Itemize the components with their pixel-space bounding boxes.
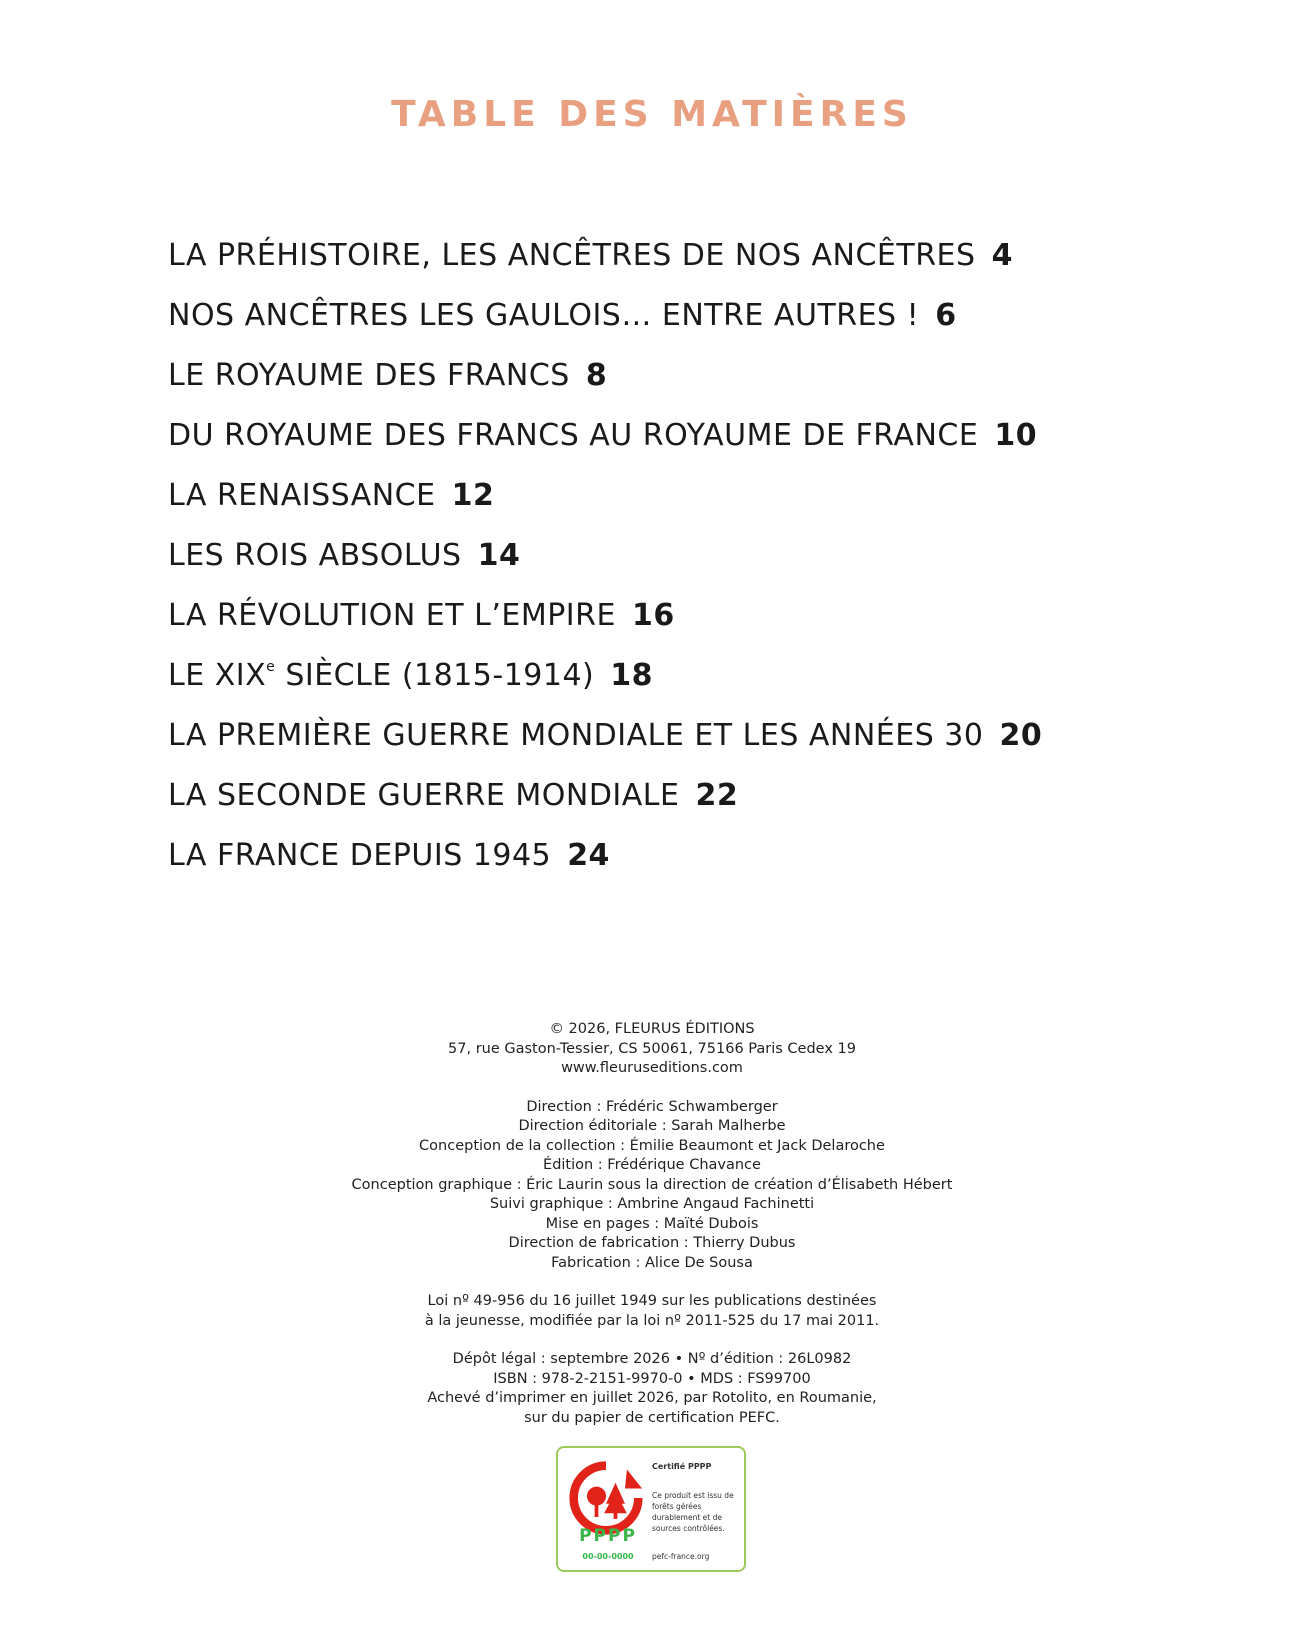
toc-entry-page: 18 bbox=[610, 658, 654, 693]
credits-block bbox=[0, 1098, 1304, 1274]
toc-entry-page: 14 bbox=[477, 538, 521, 573]
pefc-website: pefc-france.org bbox=[652, 1552, 710, 1561]
toc-entry-page: 16 bbox=[632, 598, 675, 633]
toc-entry-label bbox=[168, 658, 594, 693]
credit-line: Suivi graphique : Ambrine Angaud Fachinetti bbox=[489, 1196, 815, 1212]
toc-entry-page: 6 bbox=[935, 298, 957, 333]
toc-entry-label: LES ROIS ABSOLUS bbox=[168, 538, 462, 573]
table-of-contents bbox=[168, 226, 1168, 886]
toc-entry-label: LA RÉVOLUTION ET L’EMPIRE bbox=[168, 598, 616, 633]
credit-line: Conception de la collection : Émilie Beaumont et Jack Delaroche bbox=[419, 1137, 885, 1154]
toc-entry[interactable] bbox=[168, 286, 1168, 346]
legal-line: Dépôt légal : septembre 2026 • Nº d’édition : 26L0982 bbox=[452, 1351, 852, 1367]
credit-line: Mise en pages : Maïté Dubois bbox=[545, 1215, 759, 1232]
toc-entry-label: DU ROYAUME DES FRANCS AU ROYAUME DE FRANCE bbox=[168, 418, 979, 453]
credit-line: Conception graphique : Éric Laurin sous la direction de création d’Élisabeth Hébert bbox=[351, 1176, 953, 1193]
toc-entry[interactable] bbox=[168, 646, 1168, 706]
pefc-license-code: 00-00-0000 bbox=[582, 1552, 634, 1561]
legal-line: ISBN : 978-2-2151-9970-0 • MDS : FS99700 bbox=[493, 1370, 811, 1387]
toc-entry-label: LA SECONDE GUERRE MONDIALE bbox=[168, 778, 680, 813]
law-block bbox=[0, 1292, 1304, 1331]
credit-line: Fabrication : Alice De Sousa bbox=[551, 1254, 753, 1271]
credit-line: Direction : Frédéric Schwamberger bbox=[526, 1098, 778, 1115]
toc-entry[interactable] bbox=[168, 526, 1168, 586]
toc-entry-page: 12 bbox=[451, 478, 495, 513]
website-link[interactable]: www.fleuruseditions.com bbox=[561, 1060, 743, 1076]
legal-line: Achevé d’imprimer en juillet 2026, par Rotolito, en Roumanie, bbox=[427, 1390, 877, 1406]
toc-entry-page: 10 bbox=[994, 418, 1038, 453]
toc-entry[interactable] bbox=[168, 766, 1168, 826]
toc-entry-label-superscript: e bbox=[266, 659, 276, 675]
toc-entry-label: NOS ANCÊTRES LES GAULOIS… ENTRE AUTRES ! bbox=[168, 298, 920, 333]
toc-entry-page: 22 bbox=[695, 778, 739, 813]
address-line: 57, rue Gaston-Tessier, CS 50061, 75166 Paris Cedex 19 bbox=[448, 1040, 856, 1057]
toc-entry-page: 4 bbox=[991, 238, 1013, 273]
credit-line: Direction éditoriale : Sarah Malherbe bbox=[518, 1118, 786, 1134]
pefc-logo-icon bbox=[568, 1460, 644, 1536]
toc-entry-label-main: LE XIX bbox=[168, 658, 267, 693]
toc-entry[interactable] bbox=[168, 466, 1168, 526]
toc-entry[interactable] bbox=[168, 406, 1168, 466]
toc-entry-page: 8 bbox=[585, 358, 608, 393]
toc-entry[interactable] bbox=[168, 346, 1168, 406]
pefc-certification-badge bbox=[556, 1446, 746, 1572]
toc-entry[interactable] bbox=[168, 586, 1168, 646]
page-title: TABLE DES MATIÈRES bbox=[391, 94, 913, 135]
legal-block bbox=[0, 1350, 1304, 1428]
toc-entry-label-rest: SIÈCLE (1815-1914) bbox=[275, 658, 595, 693]
pefc-certified-label: Certifié PPPP bbox=[652, 1462, 712, 1471]
copyright-line: © 2026, FLEURUS ÉDITIONS bbox=[549, 1021, 755, 1037]
colophon bbox=[0, 1020, 1304, 1447]
toc-entry-label: LA FRANCE DEPUIS 1945 bbox=[168, 838, 552, 873]
credit-line: Édition : Frédérique Chavance bbox=[543, 1157, 761, 1173]
law-line: à la jeunesse, modifiée par la loi nº 2011-525 du 17 mai 2011. bbox=[424, 1312, 880, 1329]
pefc-description: Ce produit est issu de forêts gérées durablement et de sources contrôlées. bbox=[652, 1491, 734, 1533]
toc-entry-page: 20 bbox=[999, 718, 1043, 753]
law-line: Loi nº 49-956 du 16 juillet 1949 sur les publications destinées bbox=[427, 1293, 877, 1309]
toc-entry-label: LE ROYAUME DES FRANCS bbox=[168, 358, 570, 393]
pefc-letters: PPPP bbox=[579, 1526, 637, 1546]
toc-entry[interactable] bbox=[168, 706, 1168, 766]
toc-entry[interactable] bbox=[168, 226, 1168, 286]
credit-line: Direction de fabrication : Thierry Dubus bbox=[508, 1235, 796, 1251]
toc-entry-label: LA PRÉHISTOIRE, LES ANCÊTRES DE NOS ANCÊTRES bbox=[168, 238, 976, 273]
toc-entry-page: 24 bbox=[567, 838, 610, 873]
legal-line: sur du papier de certification PEFC. bbox=[524, 1409, 780, 1426]
publisher-block bbox=[0, 1020, 1304, 1079]
toc-entry[interactable] bbox=[168, 826, 1168, 886]
toc-entry-label: LA PREMIÈRE GUERRE MONDIALE ET LES ANNÉES 30 bbox=[168, 718, 984, 753]
toc-entry-label: LA RENAISSANCE bbox=[168, 478, 436, 513]
